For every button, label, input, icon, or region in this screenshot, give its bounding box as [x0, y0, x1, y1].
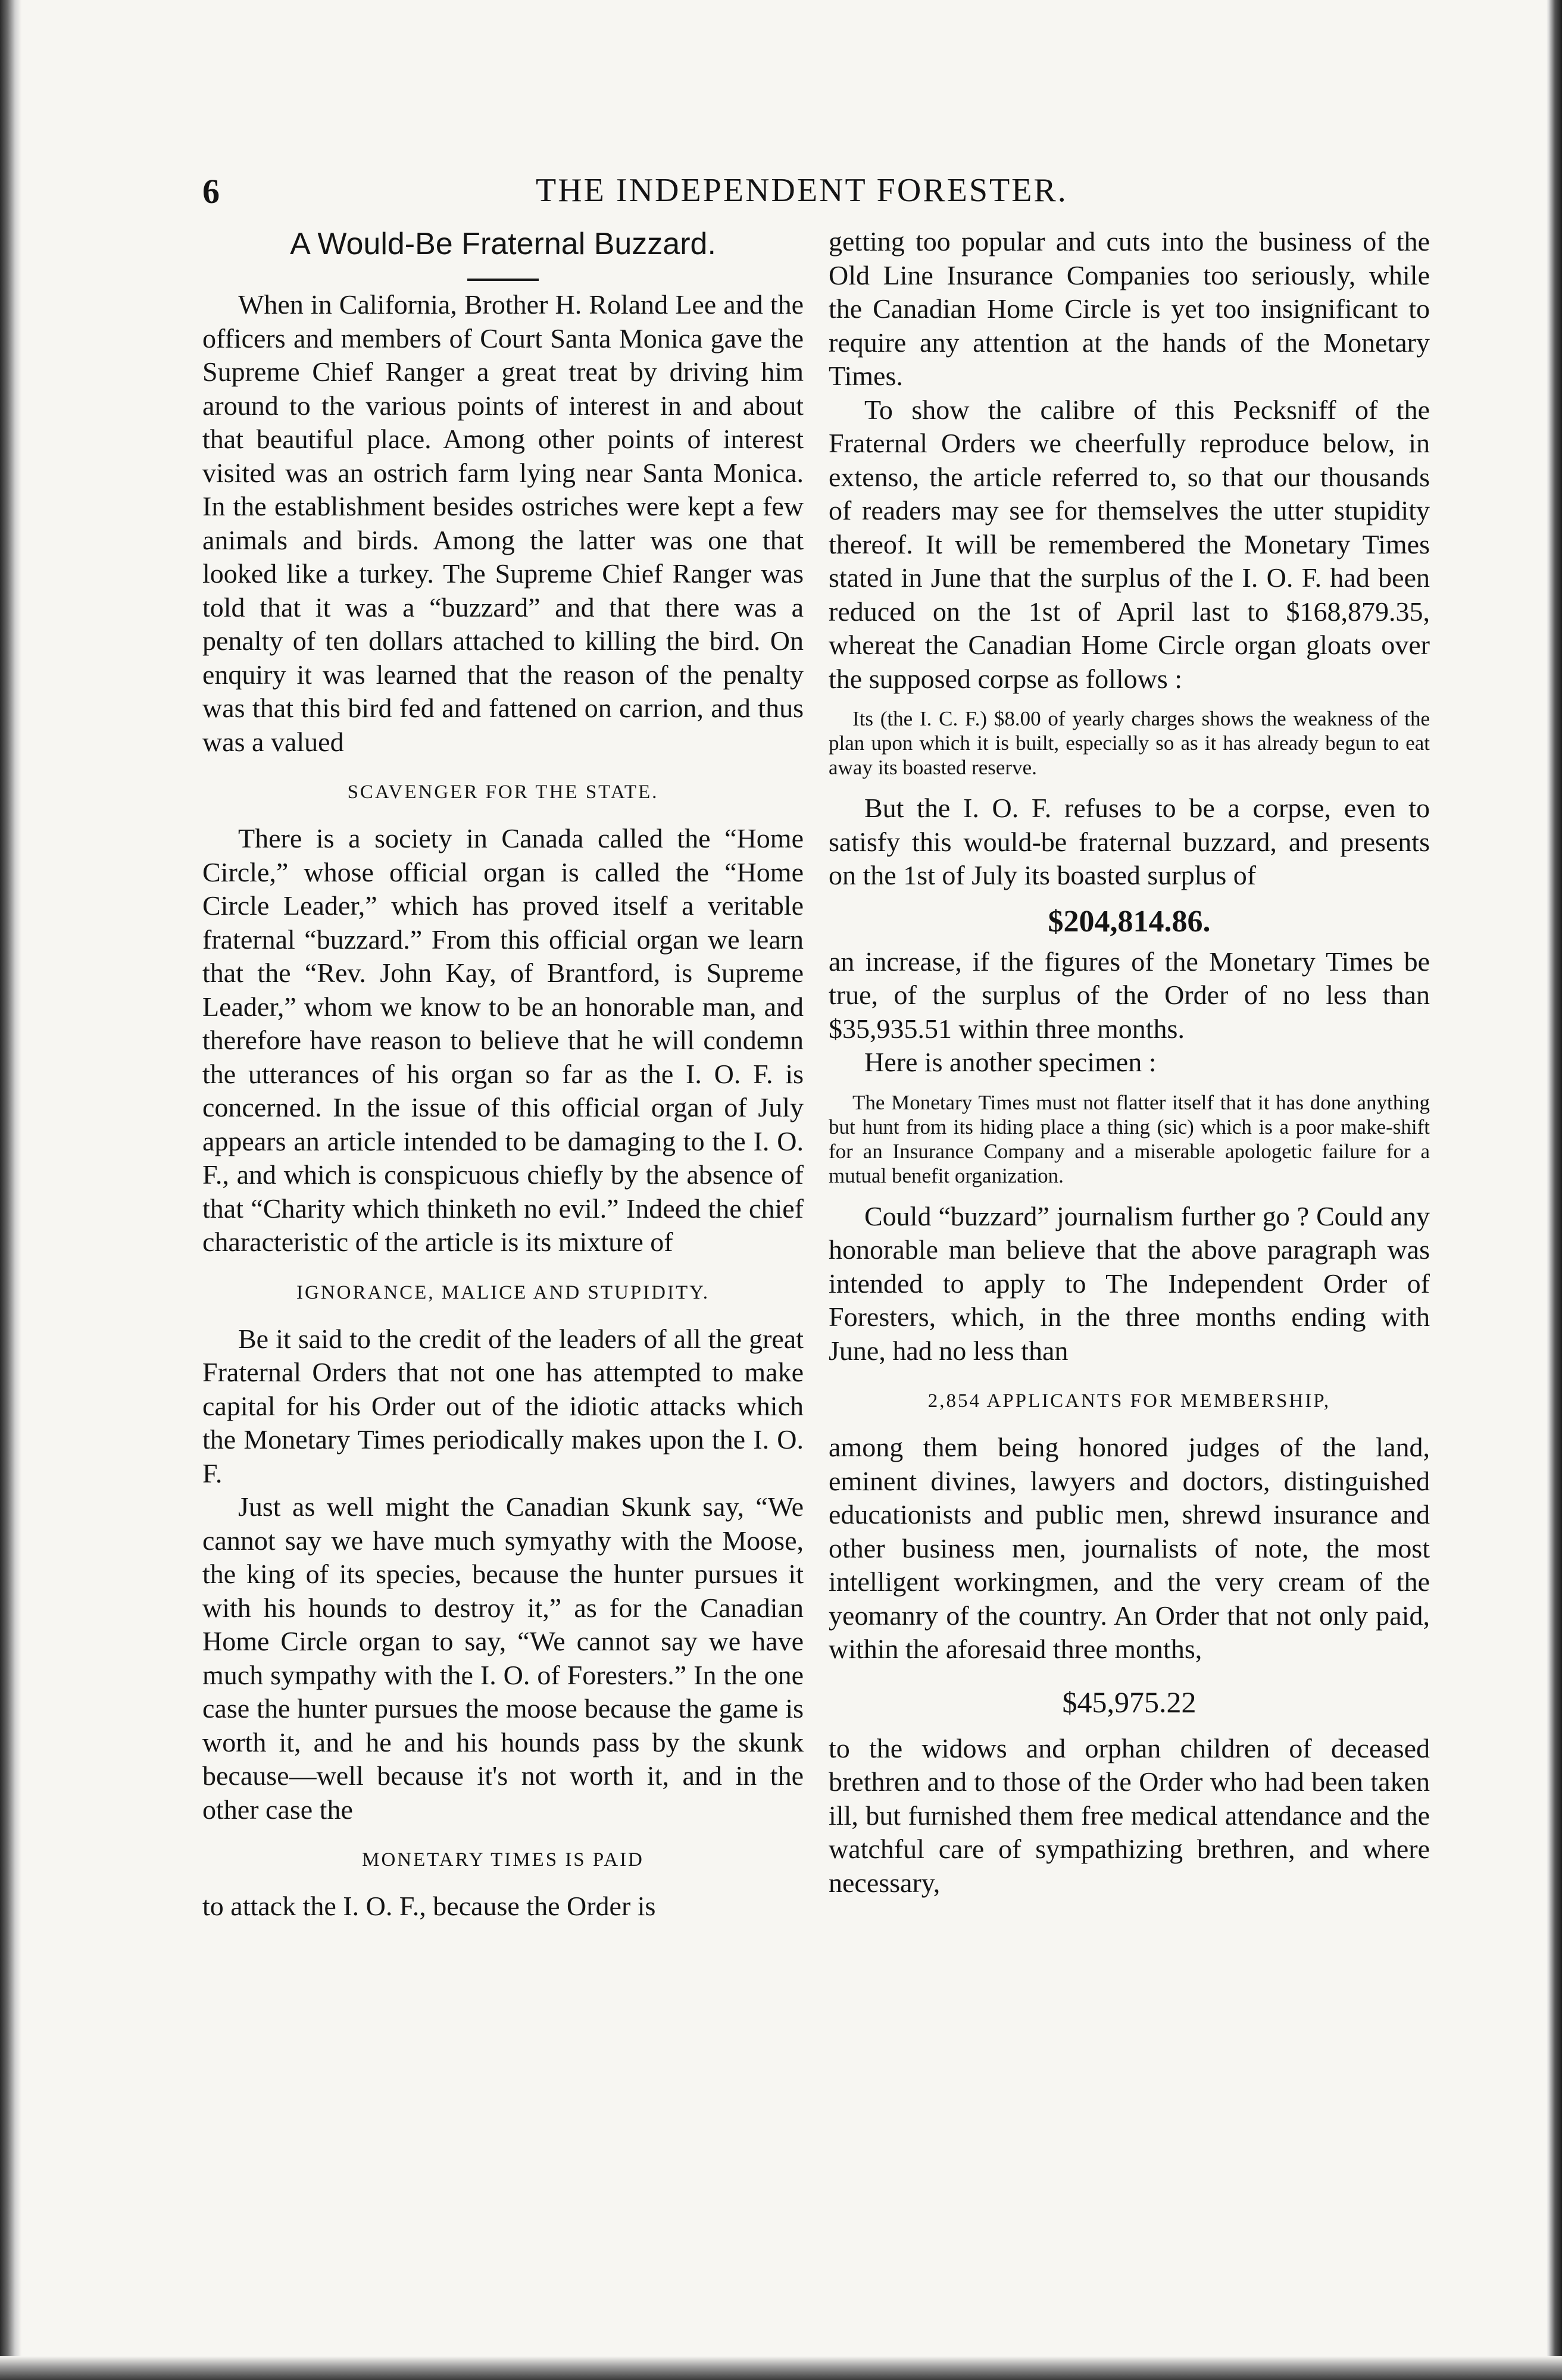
paragraph: To show the calibre of this Pecksniff of the Fraternal Orders we cheerfully reproduce below, in extenso, the article referred to, so that our thousands of readers may see for themselves the utter stupidity thereof. It will be remembered the Monetary Times stated in June that the surplus of the I. O. F. had been reduced on the 1st of April last to $168,879.35, whereat the Canadian Home Circle organ gloats over the supposed corpse as follows :: [829, 394, 1430, 694]
scan-edge-right: [1547, 0, 1562, 2380]
paragraph: Here is another specimen :: [864, 1047, 1157, 1077]
subheading: SCAVENGER FOR THE STATE.: [347, 781, 659, 803]
paragraph: There is a society in Canada called the “Home Circle,” whose official organ is called the “Home Circle Leader,” which has proved itself a veritable fraternal “buzzard.” From this official organ we learn that the “Rev. John Kay, of Brantford, is Supreme Leader,” whom we know to be an honorable man, and therefore have reason to believe that he will condemn the utterances of his organ so far as the I. O. F. is concerned. In the issue of this official organ of July appears an article intended to be damaging to the I. O. F., and which is conspicuous chiefly by the absence of that “Charity which thinketh no evil.” Indeed the chief characteristic of the article is its mixture of: [202, 823, 804, 1257]
article-title: A Would-Be Fraternal Buzzard.: [290, 227, 716, 261]
paragraph: When in California, Brother H. Roland Lee and the officers and members of Court Santa Monica gave the Supreme Chief Ranger a great treat by driving him around to the various points of interest in and about that beautiful place. Among other points of interest visited was an ostrich farm lying near Santa Monica. In the establishment besides ostriches were kept a few animals and birds. Among the latter was one that looked like a turkey. The Supreme Chief Ranger was told that it was a “buzzard” and that there was a penalty of ten dollars attached to killing the bird. On enquiry it was learned that the reason of the penalty was that this bird fed and fattened on carrion, and thus was a valued: [202, 289, 804, 757]
block-quote: Its (the I. C. F.) $8.00 of yearly charges shows the weakness of the plan upon which it is built, especially so as it has already begun to eat away its boasted reserve.: [829, 707, 1430, 779]
subheading: IGNORANCE, MALICE AND STUPIDITY.: [296, 1281, 710, 1303]
running-head: [202, 171, 1452, 219]
paragraph: Be it said to the credit of the leaders of all the great Fraternal Orders that not one has attempted to make capital for his Order out of the idiotic attacks which the Monetary Times periodically makes upon the I. O. F.: [202, 1323, 804, 1488]
paragraph: getting too popular and cuts into the business of the Old Line Insurance Companies too seriously, while the Canadian Home Circle is yet too insignificant to require any attention at the hands of the Monetary Times.: [829, 226, 1430, 391]
paragraph: among them being honored judges of the land, eminent divines, lawyers and doctors, distinguished educationists and public men, shrewd insurance and other business men, journalists of note, the most intelligent workingmen, and the very cream of the yeomanry of the country. An Order that not only paid, within the aforesaid three months,: [829, 1432, 1430, 1664]
block-quote: The Monetary Times must not flatter itself that it has done anything but hunt from its hiding place a thing (sic) which is a poor make-shift for an Insurance Company and a miserable apologetic failure for a mutual benefit organization.: [829, 1090, 1430, 1187]
paragraph: But the I. O. F. refuses to be a corpse, even to satisfy this would-be fraternal buzzard, and presents on the 1st of July its boasted surplus of: [829, 793, 1430, 890]
paragraph: Could “buzzard” journalism further go ? Could any honorable man believe that the above paragraph was intended to apply to The Independent Order of Foresters, which, in the three months ending with June, had no less than: [829, 1200, 1430, 1366]
journal-title: THE INDEPENDENT FORESTER.: [536, 172, 1068, 209]
page-number: 6: [202, 172, 220, 211]
subheading: 2,854 APPLICANTS FOR MEMBERSHIP,: [927, 1390, 1331, 1412]
paragraph: to attack the I. O. F., because the Order is: [202, 1891, 656, 1921]
scan-edge-bottom: [0, 2356, 1562, 2380]
payment-amount: $45,975.22: [1062, 1685, 1197, 1719]
surplus-amount: $204,814.86.: [1048, 904, 1211, 939]
left-column: [202, 225, 804, 2219]
right-column: [829, 225, 1430, 2219]
title-rule: [467, 279, 539, 281]
paragraph: Just as well might the Canadian Skunk say, “We cannot say we have much symyathy with the Moose, the king of its species, because the hunter pursues it with his hounds to destroy it,” as for the Canadian Home Circle organ to say, “We cannot say we have much sympathy with the I. O. of Foresters.” In the one case the hunter pursues the moose because the game is worth it, and he and his hounds pass by the skunk because—well because it's not worth it, and in the other case the: [202, 1491, 804, 1825]
paragraph: to the widows and orphan children of deceased brethren and to those of the Order who had been taken ill, but furnished them free medical attendance and the watchful care of sympathizing brethren, and where necessary,: [829, 1732, 1430, 1898]
paragraph: an increase, if the figures of the Monetary Times be true, of the surplus of the Order of no less than $35,935.51 within three months.: [829, 946, 1430, 1044]
subheading: MONETARY TIMES IS PAID: [362, 1849, 644, 1871]
scan-edge-left: [0, 0, 21, 2380]
